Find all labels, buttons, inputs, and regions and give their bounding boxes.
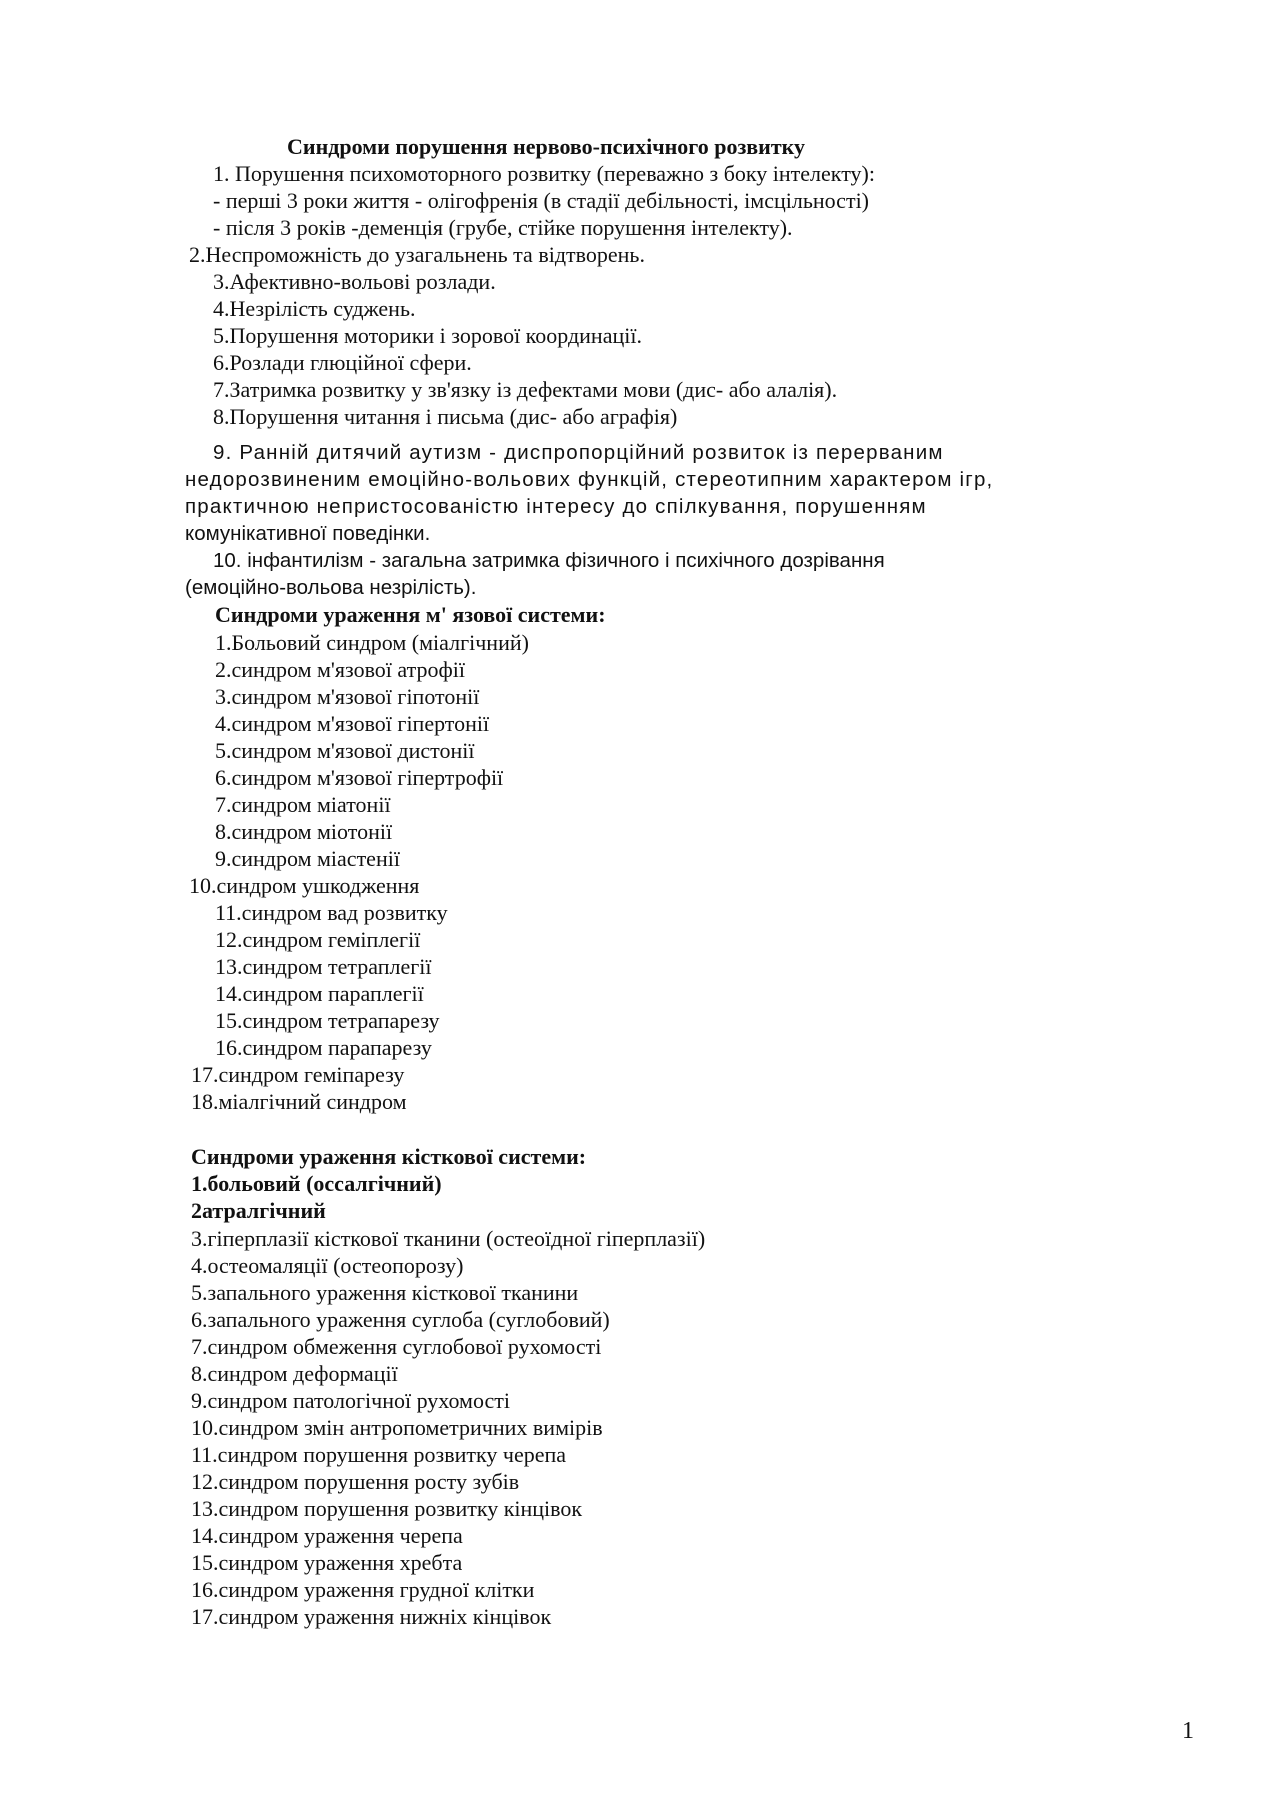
section1-item-4: 4.Незрілість суджень.: [213, 296, 416, 321]
section2-item: 7.синдром міатонії: [215, 792, 391, 817]
section1-item-10-line2: (емоційно-вольова незрілість).: [185, 576, 477, 599]
section2-item: 16.синдром парапарезу: [215, 1035, 432, 1060]
section1-item-10-line1: 10. інфантилізм - загальна затримка фізичного і психічного дозрівання: [213, 549, 885, 572]
section3-item: 3.гіперплазії кісткової тканини (остеоїдної гіперплазії): [191, 1226, 706, 1251]
section2-item: 15.синдром тетрапарезу: [215, 1008, 440, 1033]
section3-item: 16.синдром ураження грудної клітки: [191, 1577, 535, 1602]
section3-item: 15.синдром ураження хребта: [191, 1550, 463, 1575]
section1-item-9-line4: комунікативної поведінки.: [185, 522, 431, 545]
section3-item: 4.остеомаляції (остеопорозу): [191, 1253, 464, 1278]
section2-item: 4.синдром м'язової гіпертонії: [215, 711, 490, 736]
section3-item: 9.синдром патологічної рухомості: [191, 1388, 510, 1413]
section2-item: 11.синдром вад розвитку: [215, 900, 448, 925]
section1-title: Синдроми порушення нервово-психічного розвитку: [287, 134, 806, 159]
section1-item-9-line2: недорозвиненим емоційно-вольових функцій, стереотипним характером ігр,: [185, 468, 994, 491]
section2-item: 17.синдром геміпарезу: [191, 1062, 405, 1087]
section1-item-3: 3.Афективно-вольові розлади.: [213, 269, 496, 294]
page-number: 1: [1182, 1718, 1194, 1744]
section2-item: 9.синдром міастенії: [215, 846, 400, 871]
section2-item: 14.синдром параплегії: [215, 981, 424, 1006]
section2-item: 5.синдром м'язової дистонії: [215, 738, 475, 763]
section3-item: 8.синдром деформації: [191, 1361, 398, 1386]
section1-item-9-line1: 9. Ранній дитячий аутизм - диспропорційний розвиток із перерваним: [213, 441, 944, 464]
section1-item-9-line3: практичною непристосованістю інтересу до спілкування, порушенням: [185, 495, 927, 518]
section1-item-7: 7.Затримка розвитку у зв'язку із дефектами мови (дис- або алалія).: [213, 377, 838, 402]
section1-item-1b: - після 3 років -деменція (грубе, стійке порушення інтелекту).: [213, 215, 793, 240]
section3-title: Синдроми ураження кісткової системи:: [191, 1144, 587, 1169]
section1-item-1: 1. Порушення психомоторного розвитку (переважно з боку інтелекту):: [213, 161, 875, 186]
section3-item: 14.синдром ураження черепа: [191, 1523, 463, 1548]
section2-item: 3.синдром м'язової гіпотонії: [215, 684, 480, 709]
section2-item: 6.синдром м'язової гіпертрофії: [215, 765, 504, 790]
section1-item-5: 5.Порушення моторики і зорової координації.: [213, 323, 642, 348]
section3-item-bold: 2атралгічний: [191, 1198, 326, 1223]
section3-item: 6.запального ураження суглоба (суглобовий): [191, 1307, 610, 1332]
section3-item-bold: 1.больовий (оссалгічний): [191, 1171, 442, 1196]
section3-item: 11.синдром порушення розвитку черепа: [191, 1442, 567, 1467]
section2-title: Синдроми ураження м' язової системи:: [215, 602, 606, 627]
section2-item: 1.Больовий синдром (міалгічний): [215, 630, 529, 655]
section1-item-2: 2.Неспроможність до узагальнень та відтворень.: [189, 242, 645, 267]
section3-item: 10.синдром змін антропометричних вимірів: [191, 1415, 603, 1440]
section2-item: 10.синдром ушкодження: [189, 873, 420, 898]
section2-item: 18.міалгічний синдром: [191, 1089, 407, 1114]
section2-item: 13.синдром тетраплегії: [215, 954, 432, 979]
section3-item: 17.синдром ураження нижніх кінцівок: [191, 1604, 552, 1629]
section1-item-6: 6.Розлади глюційної сфери.: [213, 350, 472, 375]
section1-item-1a: - перші 3 роки життя - олігофренія (в стадії дебільності, імсцільності): [213, 188, 870, 213]
section2-item: 12.синдром геміплегії: [215, 927, 421, 952]
section2-item: 2.синдром м'язової атрофії: [215, 657, 465, 682]
section2-item: 8.синдром міотонії: [215, 819, 393, 844]
section1-item-8: 8.Порушення читання і письма (дис- або аграфія): [213, 404, 678, 429]
section3-item: 7.синдром обмеження суглобової рухомості: [191, 1334, 602, 1359]
section3-item: 5.запального ураження кісткової тканини: [191, 1280, 579, 1305]
section3-item: 13.синдром порушення розвитку кінцівок: [191, 1496, 583, 1521]
section3-item: 12.синдром порушення росту зубів: [191, 1469, 520, 1494]
